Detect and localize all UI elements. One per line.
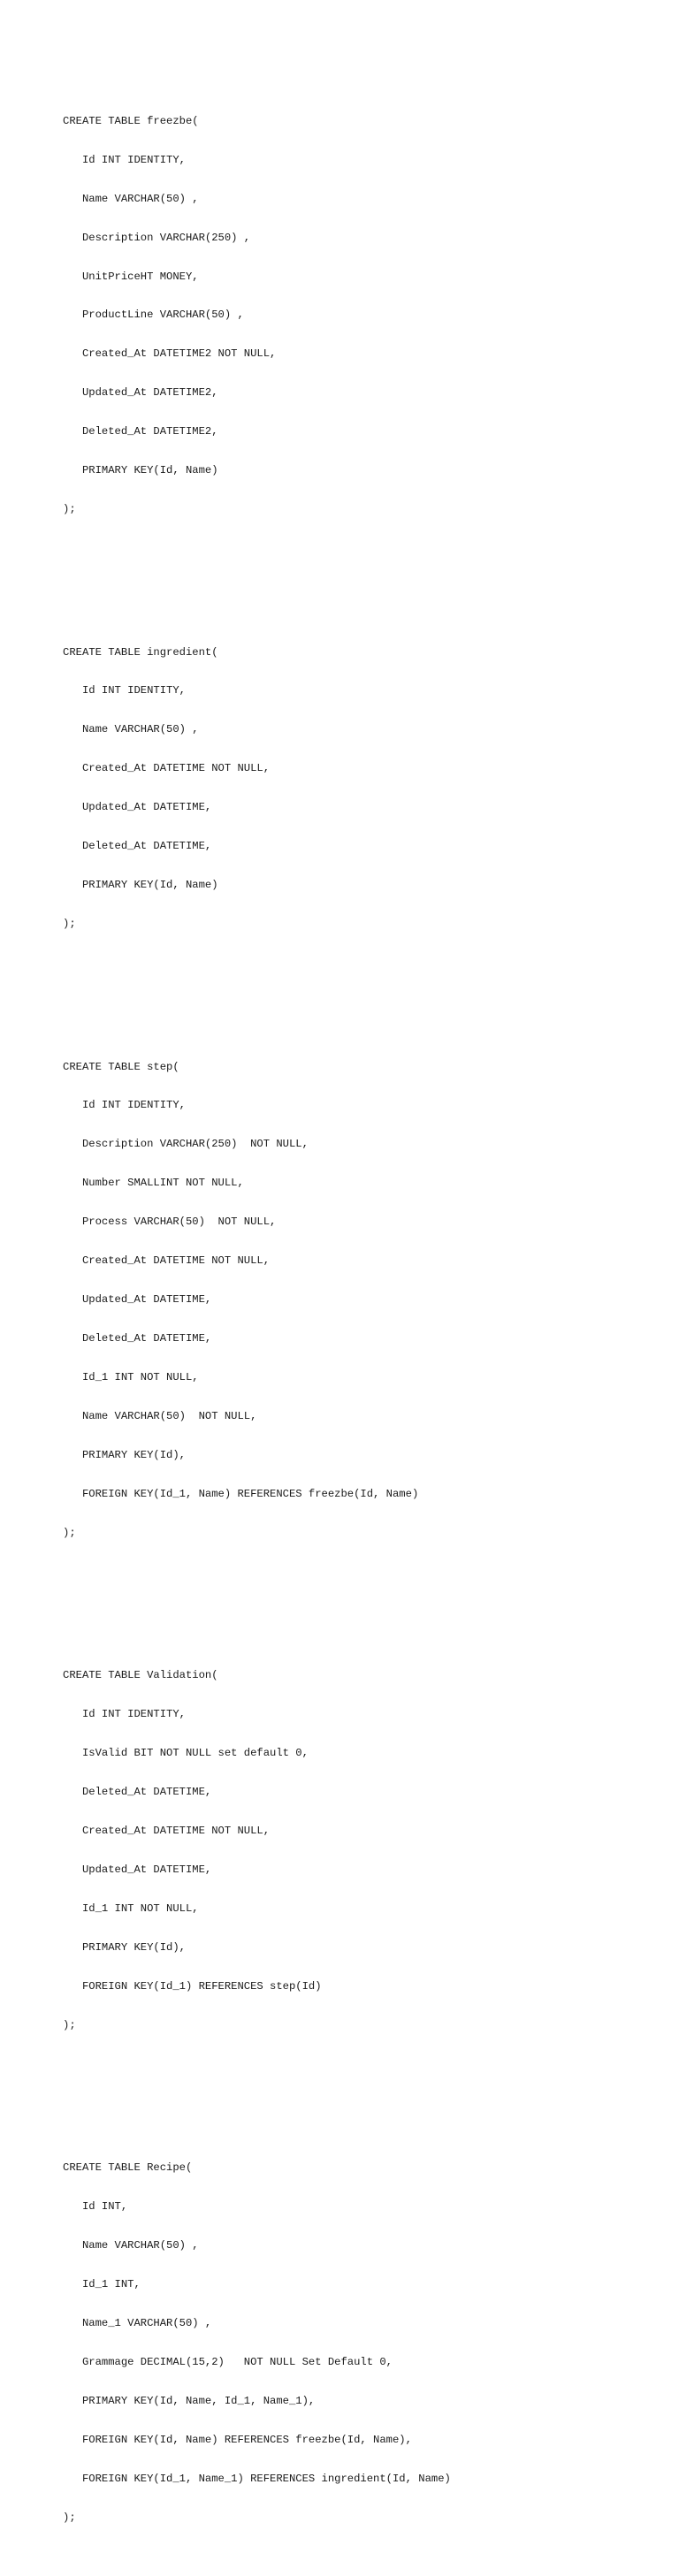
blank-line [63,983,679,996]
code-line: Id INT IDENTITY, [63,684,186,697]
code-line: Deleted_At DATETIME2, [63,425,218,438]
sql-script [63,63,679,2576]
code-line: Description VARCHAR(250) NOT NULL, [63,1138,309,1151]
code-line: Process VARCHAR(50) NOT NULL, [63,1216,277,1229]
table-validation-block [63,1643,679,2058]
code-line: Name_1 VARCHAR(50) , [63,2317,212,2330]
code-line: ProductLine VARCHAR(50) , [63,309,244,322]
code-line: FOREIGN KEY(Id_1, Name) REFERENCES freezbe(Id, Name) [63,1488,419,1501]
blank-line [63,568,679,582]
code-line: CREATE TABLE freezbe( [63,114,199,127]
code-line: ); [63,2511,76,2524]
code-line: PRIMARY KEY(Id, Name, Id_1, Name_1), [63,2395,316,2408]
code-line: UnitPriceHT MONEY, [63,270,199,283]
blank-line [63,1591,679,1604]
code-line: Id INT, [63,2200,128,2214]
code-line: Updated_At DATETIME, [63,801,212,814]
code-line: PRIMARY KEY(Id, Name) [63,464,218,477]
table-recipe-block [63,2136,679,2550]
code-line: Grammage DECIMAL(15,2) NOT NULL Set Default 0, [63,2356,393,2369]
code-line: IsValid BIT NOT NULL set default 0, [63,1747,309,1760]
code-line: ); [63,1527,76,1540]
code-line: Created_At DATETIME NOT NULL, [63,1825,271,1838]
code-line: CREATE TABLE step( [63,1060,179,1073]
code-line: PRIMARY KEY(Id), [63,1449,186,1462]
code-line: CREATE TABLE ingredient( [63,645,218,659]
blank-line [63,2084,679,2097]
code-line: CREATE TABLE Validation( [63,1669,218,1682]
code-line: Name VARCHAR(50) , [63,723,199,736]
code-line: FOREIGN KEY(Id_1) REFERENCES step(Id) [63,1980,322,1993]
code-line: Id_1 INT NOT NULL, [63,1902,199,1916]
code-line: Description VARCHAR(250) , [63,231,251,244]
code-line: FOREIGN KEY(Id, Name) REFERENCES freezbe(Id, Name), [63,2434,412,2447]
code-line: Name VARCHAR(50) , [63,192,199,205]
code-line: Deleted_At DATETIME, [63,1332,212,1345]
code-line: Created_At DATETIME NOT NULL, [63,762,271,775]
code-line: Created_At DATETIME NOT NULL, [63,1254,271,1268]
code-line: PRIMARY KEY(Id), [63,1941,186,1955]
code-line: Id INT IDENTITY, [63,1708,186,1721]
code-line: Id_1 INT, [63,2278,141,2291]
code-line: Deleted_At DATETIME, [63,1786,212,1799]
code-line: Updated_At DATETIME, [63,1863,212,1877]
code-line: Updated_At DATETIME2, [63,386,218,400]
code-line: Name VARCHAR(50) , [63,2239,199,2252]
code-line: Id INT IDENTITY, [63,1099,186,1112]
code-line: Number SMALLINT NOT NULL, [63,1177,244,1190]
code-line: CREATE TABLE Recipe( [63,2161,193,2175]
code-line: ); [63,2019,76,2032]
table-step-block [63,1034,679,1566]
document-page [63,63,679,2524]
code-line: Name VARCHAR(50) NOT NULL, [63,1410,257,1423]
table-ingredient-block [63,620,679,956]
code-line: FOREIGN KEY(Id_1, Name_1) REFERENCES ingredient(Id, Name) [63,2473,451,2485]
code-line: Id_1 INT NOT NULL, [63,1371,199,1384]
code-line: Deleted_At DATETIME, [63,840,212,853]
table-freezbe-block [63,88,679,542]
code-line: Created_At DATETIME2 NOT NULL, [63,347,277,361]
code-line: Id INT IDENTITY, [63,153,186,166]
code-line: Updated_At DATETIME, [63,1293,212,1307]
code-line: ); [63,918,76,931]
code-line: PRIMARY KEY(Id, Name) [63,879,218,892]
code-line: ); [63,503,76,516]
